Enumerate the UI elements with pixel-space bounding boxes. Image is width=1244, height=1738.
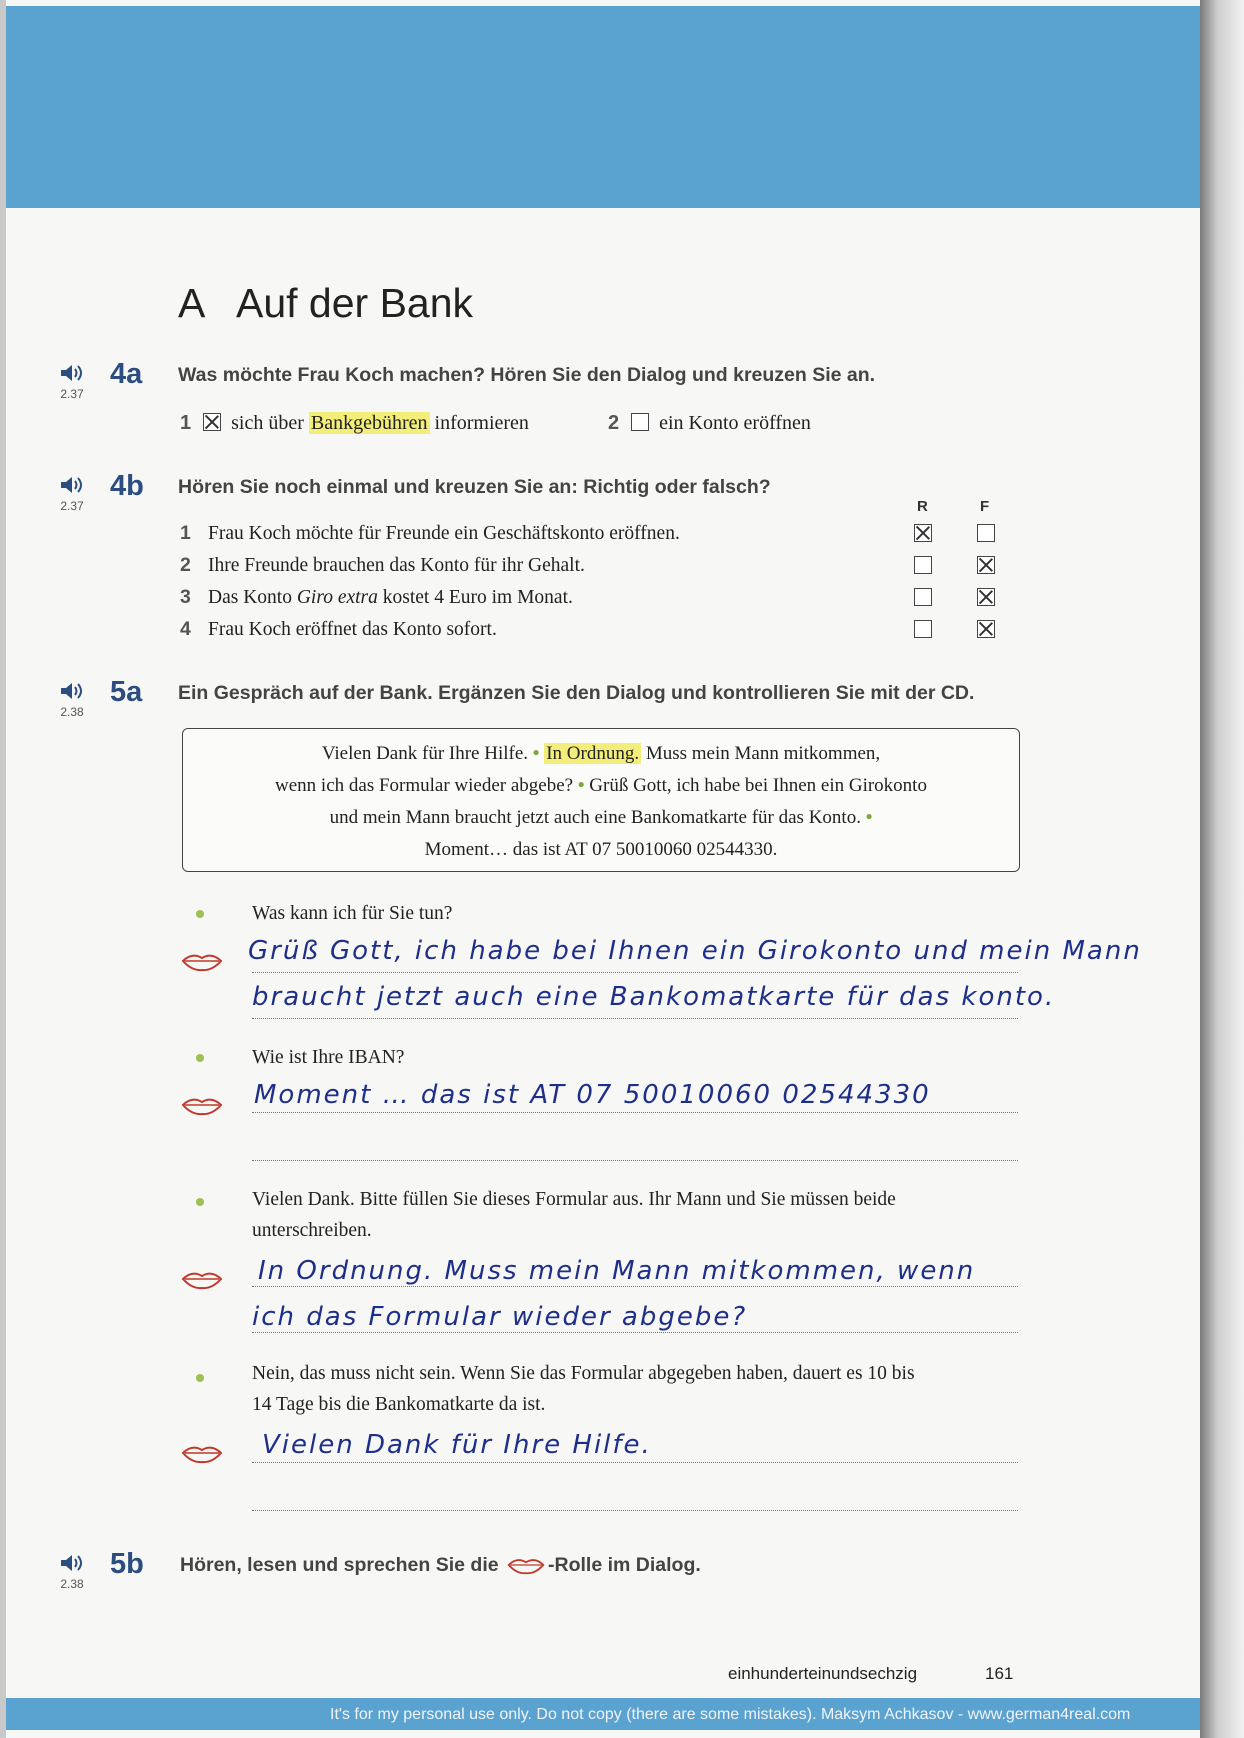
statement-text: Ihre Freunde brauchen das Konto für ihr Gehalt.	[208, 555, 585, 576]
write-line[interactable]	[252, 972, 1018, 973]
statement-number: 3	[180, 586, 191, 608]
option-2[interactable]	[608, 412, 811, 435]
handwritten-answer-3a: In Ordnung. Muss mein Mann mitkommen, wenn	[258, 1256, 976, 1286]
phrase-separator: •	[532, 743, 540, 764]
speaker-icon	[52, 364, 92, 387]
bank-employee-bullet	[196, 1374, 204, 1382]
employee-line-3a: Vielen Dank. Bitte füllen Sie dieses Formular aus. Ihr Mann und Sie müssen beide	[252, 1189, 896, 1210]
instruction-text: Hören, lesen und sprechen Sie die	[180, 1554, 499, 1576]
page-title	[178, 280, 473, 327]
statement-2	[180, 554, 585, 577]
handwritten-answer-2: Moment … das ist AT 07 50010060 02544330	[254, 1080, 931, 1110]
exercise-instruction-5a: Ein Gespräch auf der Bank. Ergänzen Sie den Dialog und kontrollieren Sie mit der CD.	[178, 682, 975, 704]
checkbox-f-1[interactable]	[977, 524, 995, 542]
exercise-number-5b: 5b	[110, 1548, 144, 1580]
audio-track-5b[interactable]	[52, 1554, 92, 1591]
column-richtig: R	[917, 498, 928, 515]
speaker-icon	[52, 476, 92, 499]
track-number: 2.38	[60, 705, 84, 719]
highlighted-word: Bankgebühren	[310, 412, 428, 434]
audio-track-5a[interactable]	[52, 682, 92, 719]
lips-icon	[504, 1555, 548, 1575]
phrase: Muss mein Mann mitkommen,	[645, 743, 881, 764]
employee-line-3b: unterschreiben.	[252, 1220, 372, 1241]
statement-text: Frau Koch möchte für Freunde ein Geschäftskonto eröffnen.	[208, 523, 680, 544]
employee-line-2: Wie ist Ihre IBAN?	[252, 1047, 405, 1068]
option-1[interactable]	[180, 412, 529, 435]
phrase: Moment… das ist AT 07 50010060 02544330.	[424, 839, 778, 860]
bank-employee-bullet	[196, 1054, 204, 1062]
checkbox-f-2[interactable]	[977, 556, 995, 574]
phrase-line-3	[183, 807, 1019, 829]
option-number: 1	[180, 412, 192, 434]
statement-number: 2	[180, 554, 191, 576]
bank-employee-bullet	[196, 910, 204, 918]
phrase-separator: •	[865, 807, 873, 828]
speaker-icon	[52, 1554, 92, 1577]
checkbox-r-3[interactable]	[914, 588, 932, 606]
column-falsch: F	[980, 498, 990, 515]
checkbox-r-4[interactable]	[914, 620, 932, 638]
track-number: 2.37	[60, 499, 84, 513]
lips-icon	[181, 1442, 223, 1464]
phrase-line-4	[183, 839, 1019, 861]
phrase-separator: •	[577, 775, 585, 796]
option-text: ein Konto eröffnen	[659, 412, 811, 434]
copy-notice: It's for my personal use only. Do not copy (there are some mistakes). Maksym Achkasov - www.german4real.com	[330, 1706, 1131, 1723]
handwritten-answer-3b: ich das Formular wieder abgebe?	[252, 1302, 748, 1332]
statement-4	[180, 618, 497, 641]
checkbox-icon[interactable]	[631, 413, 649, 431]
lips-icon	[181, 950, 223, 972]
option-text-pre: sich über	[231, 412, 309, 434]
option-text-post: informieren	[429, 412, 529, 434]
track-number: 2.38	[60, 1577, 84, 1591]
section-title: Auf der Bank	[236, 280, 474, 326]
checkbox-f-3[interactable]	[977, 588, 995, 606]
checkbox-r-1[interactable]	[914, 524, 932, 542]
handwritten-answer-1a: Grüß Gott, ich habe bei Ihnen ein Girokonto und mein Mann	[248, 936, 1142, 966]
exercise-instruction-4a: Was möchte Frau Koch machen? Hören Sie den Dialog und kreuzen Sie an.	[178, 364, 876, 386]
track-number: 2.37	[60, 387, 84, 401]
phrase: Vielen Dank für Ihre Hilfe.	[321, 743, 529, 764]
statement-text: Frau Koch eröffnet das Konto sofort.	[208, 619, 497, 640]
exercise-instruction-4b: Hören Sie noch einmal und kreuzen Sie an: Richtig oder falsch?	[178, 476, 771, 498]
write-line[interactable]	[252, 1462, 1018, 1463]
speaker-icon	[52, 682, 92, 705]
audio-track-4a[interactable]	[52, 364, 92, 401]
page-number-words: einhunderteinundsechzig	[728, 1664, 918, 1683]
write-line[interactable]	[252, 1332, 1018, 1333]
statement-1	[180, 522, 680, 545]
statement-number: 1	[180, 522, 191, 544]
audio-track-4b[interactable]	[52, 476, 92, 513]
phrase: Grüß Gott, ich habe bei Ihnen ein Girokonto	[589, 775, 927, 796]
phrase: und mein Mann braucht jetzt auch eine Bankomatkarte für das Konto.	[329, 807, 861, 828]
bank-employee-bullet	[196, 1198, 204, 1206]
checkbox-r-2[interactable]	[914, 556, 932, 574]
option-number: 2	[608, 412, 620, 434]
write-line[interactable]	[252, 1160, 1018, 1161]
section-letter: A	[178, 280, 206, 326]
employee-line-1: Was kann ich für Sie tun?	[252, 903, 453, 924]
page-left-edge	[0, 0, 6, 1738]
phrase-line-1	[183, 743, 1019, 765]
statement-text: Das Konto	[208, 587, 297, 608]
write-line[interactable]	[252, 1018, 1018, 1019]
handwritten-answer-1b: braucht jetzt auch eine Bankomatkarte für das konto.	[252, 982, 1056, 1012]
exercise-number-5a: 5a	[110, 676, 143, 708]
write-line[interactable]	[252, 1286, 1018, 1287]
employee-line-4b: 14 Tage bis die Bankomatkarte da ist.	[252, 1394, 546, 1415]
write-line[interactable]	[252, 1510, 1018, 1511]
phrase-box	[182, 728, 1020, 872]
statement-text: kostet 4 Euro im Monat.	[377, 587, 573, 608]
instruction-text: -Rolle im Dialog.	[548, 1554, 701, 1576]
checkbox-f-4[interactable]	[977, 620, 995, 638]
exercise-number-4b: 4b	[110, 470, 144, 502]
header-band	[6, 6, 1200, 208]
employee-line-4a: Nein, das muss nicht sein. Wenn Sie das Formular abgegeben haben, dauert es 10 bis	[252, 1363, 915, 1384]
exercise-instruction-5b	[180, 1554, 701, 1577]
phrase: wenn ich das Formular wieder abgebe?	[275, 775, 574, 796]
phrase-highlighted: In Ordnung.	[546, 743, 640, 764]
employee-line-3	[252, 1184, 896, 1246]
phrase-line-2	[183, 775, 1019, 797]
lips-icon	[181, 1268, 223, 1290]
statement-number: 4	[180, 618, 191, 640]
statement-emphasis: Giro extra	[296, 587, 378, 608]
checkbox-checked-icon[interactable]	[203, 413, 221, 431]
employee-line-4	[252, 1358, 915, 1420]
book-spine-shadow	[1200, 0, 1244, 1738]
lips-icon	[181, 1094, 223, 1116]
write-line[interactable]	[252, 1112, 1018, 1113]
page-number: 161	[985, 1664, 1014, 1683]
statement-3	[180, 586, 573, 609]
exercise-number-4a: 4a	[110, 358, 143, 390]
handwritten-answer-4: Vielen Dank für Ihre Hilfe.	[262, 1430, 652, 1460]
